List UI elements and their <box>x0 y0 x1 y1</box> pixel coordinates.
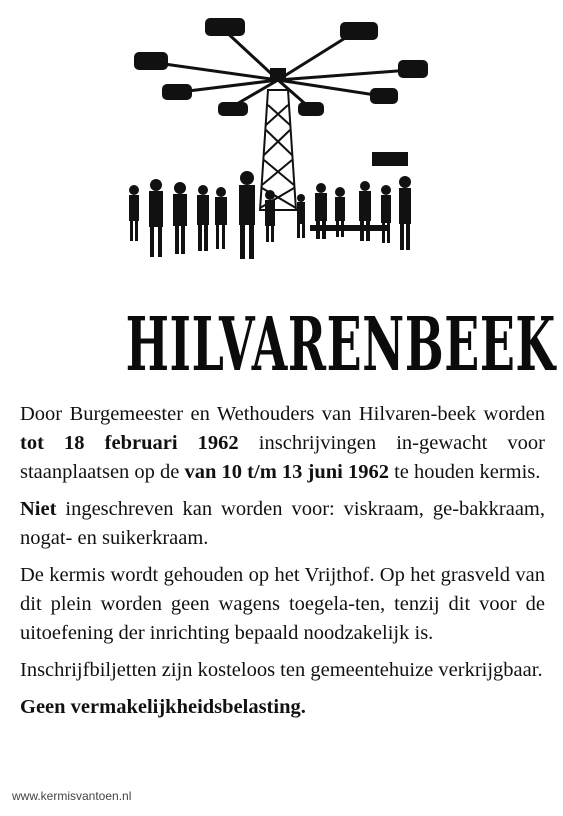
emphasis-niet: Niet <box>20 498 57 520</box>
fair-dates: van 10 t/m 13 juni 1962 <box>184 461 389 483</box>
paragraph-tax: Geen vermakelijkheidsbelasting. <box>20 696 306 718</box>
deadline-date: tot 18 februari 1962 <box>20 432 239 454</box>
paragraph-registration: Door Burgemeester en Wethouders van Hilvaren-beek worden tot 18 februari 1962 inschrijvingen in-gewacht voor staanplaatsen op de van 10 t/m 13 juni 1962 te houden kermis. <box>20 403 545 483</box>
paragraph-location: De kermis wordt gehouden op het Vrijthof. Op het grasveld van dit plein worden geen wagens toegela-ten, tenzij dit voor de uitoefening der inrichting bepaald noodzakelijk is. <box>20 564 545 644</box>
paragraph-excluded-stalls: Niet ingeschreven kan worden voor: viskraam, ge-bakkraam, nogat- en suikerkraam. <box>20 498 545 549</box>
fairground-ride-illustration <box>110 10 430 280</box>
website-watermark: www.kermisvantoen.nl <box>12 789 132 803</box>
paragraph-forms: Inschrijfbiljetten zijn kosteloos ten gemeentehuize verkrijgbaar. <box>20 659 543 681</box>
page-title: HILVARENBEEK <box>125 302 556 388</box>
notice-body <box>20 400 545 730</box>
